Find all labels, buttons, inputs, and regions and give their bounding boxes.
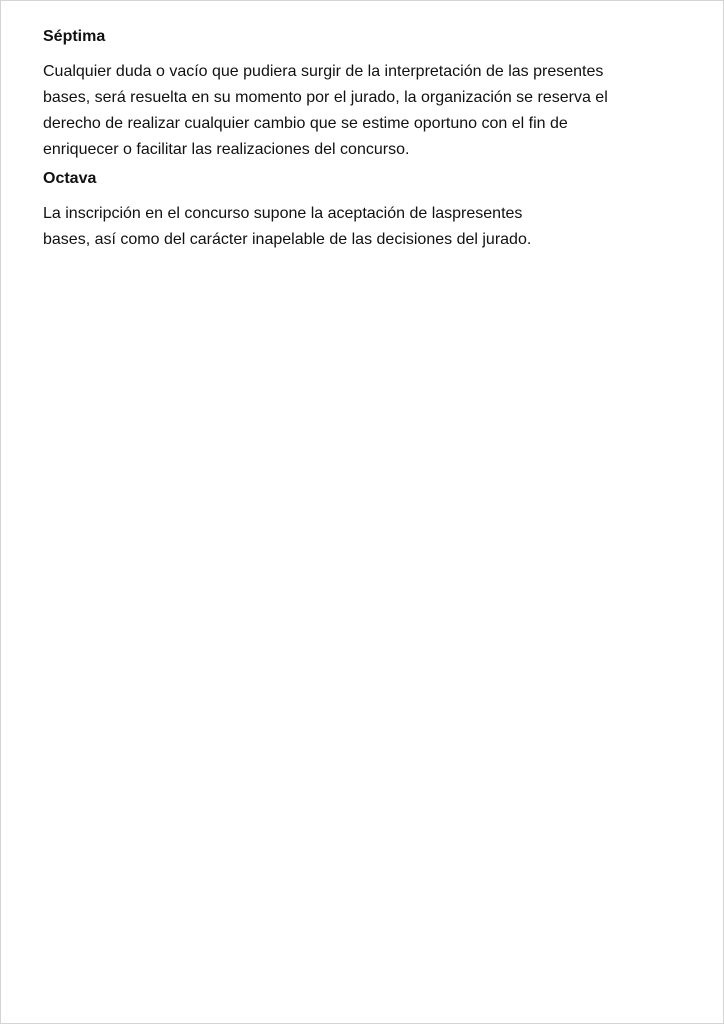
section-paragraph [43, 59, 683, 163]
section-septima [43, 27, 683, 163]
section-paragraph [43, 201, 683, 253]
paragraph-line: bases, será resuelta en su momento por el jurado, la organización se reserva el [43, 89, 608, 106]
paragraph-line: Cualquier duda o vacío que pudiera surgir de la interpretación de las presentes [43, 63, 604, 80]
document-body [43, 27, 683, 259]
section-heading: Octava [43, 170, 97, 187]
paragraph-line: La inscripción en el concurso supone la aceptación de laspresentes [43, 205, 523, 222]
section-octava [43, 169, 683, 253]
paragraph-line: derecho de realizar cualquier cambio que se estime oportuno con el fin de [43, 115, 568, 132]
paragraph-line: enriquecer o facilitar las realizaciones del concurso. [43, 141, 410, 158]
section-heading: Séptima [43, 28, 106, 45]
paragraph-line: bases, así como del carácter inapelable de las decisiones del jurado. [43, 231, 532, 248]
